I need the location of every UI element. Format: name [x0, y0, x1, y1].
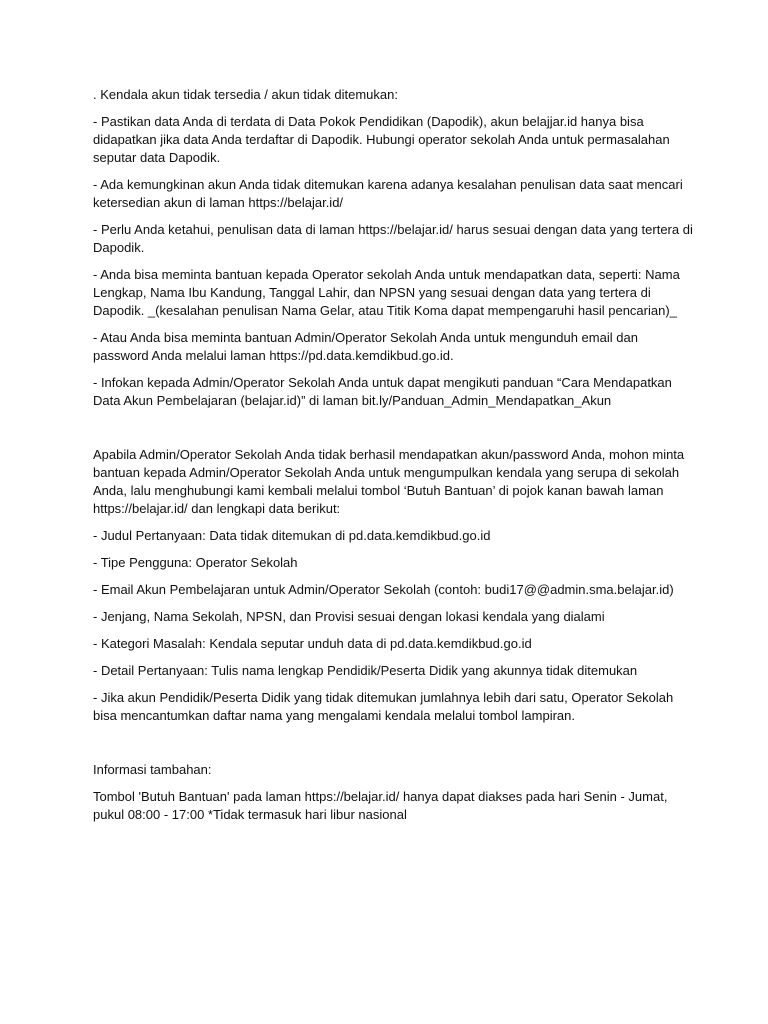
- paragraph-gap: [93, 734, 693, 761]
- list-item: - Kategori Masalah: Kendala seputar unduh data di pd.data.kemdikbud.go.id: [93, 636, 532, 651]
- list-item: - Pastikan data Anda di terdata di Data Pokok Pendidikan (Dapodik), akun belajjar.id hanya bisa didapatkan jika data Anda terdaftar di Dapodik. Hubungi operator sekolah Anda untuk permasalahan seputar data Dapodik.: [93, 114, 670, 165]
- list-item: - Perlu Anda ketahui, penulisan data di laman https://belajar.id/ harus sesuai dengan data yang tertera di Dapodik.: [93, 222, 693, 255]
- paragraph-intro: Apabila Admin/Operator Sekolah Anda tidak berhasil mendapatkan akun/password Anda, mohon minta bantuan kepada Admin/Operator Sekolah Anda untuk mengumpulkan kendala yang serupa di sekolah Anda, lalu menghubungi kami kembali melalui tombol ‘Butuh Bantuan’ di pojok kanan bawah laman https://belajar.id/ dan lengkapi data berikut:: [93, 447, 685, 516]
- list-item: - Jika akun Pendidik/Peserta Didik yang tidak ditemukan jumlahnya lebih dari satu, Operator Sekolah bisa mencantumkan daftar nama yang mengalami kendala melalui tombol lampiran.: [93, 690, 674, 723]
- list-item: - Atau Anda bisa meminta bantuan Admin/Operator Sekolah Anda untuk mengunduh email dan password Anda melalui laman https://pd.data.kemdikbud.go.id.: [93, 330, 638, 363]
- document-page: [93, 86, 693, 833]
- list-item: - Tipe Pengguna: Operator Sekolah: [93, 555, 298, 570]
- section-heading-informasi: Informasi tambahan:: [93, 762, 212, 777]
- section-heading-kendala: . Kendala akun tidak tersedia / akun tidak ditemukan:: [93, 87, 398, 102]
- list-item: - Infokan kepada Admin/Operator Sekolah Anda untuk dapat mengikuti panduan “Cara Mendapatkan Data Akun Pembelajaran (belajar.id)” di laman bit.ly/Panduan_Admin_Mendapatkan_Akun: [93, 375, 672, 408]
- list-item: - Jenjang, Nama Sekolah, NPSN, dan Provisi sesuai dengan lokasi kendala yang dialami: [93, 609, 605, 624]
- paragraph-info: Tombol 'Butuh Bantuan' pada laman https://belajar.id/ hanya dapat diakses pada hari Senin - Jumat, pukul 08:00 - 17:00 *Tidak termasuk hari libur nasional: [93, 789, 668, 822]
- list-item: - Email Akun Pembelajaran untuk Admin/Operator Sekolah (contoh: budi17@@admin.sma.belajar.id): [93, 582, 674, 597]
- list-item: - Anda bisa meminta bantuan kepada Operator sekolah Anda untuk mendapatkan data, seperti: Nama Lengkap, Nama Ibu Kandung, Tanggal Lahir, dan NPSN yang sesuai dengan data yang tertera di Dapodik. _(kesalahan penulisan Nama Gelar, atau Titik Koma dapat mempengaruhi hasil pencarian)_: [93, 267, 680, 318]
- paragraph-gap: [93, 419, 693, 446]
- list-item: - Ada kemungkinan akun Anda tidak ditemukan karena adanya kesalahan penulisan data saat mencari ketersedian akun di laman https://belajar.id/: [93, 177, 683, 210]
- list-item: - Judul Pertanyaan: Data tidak ditemukan di pd.data.kemdikbud.go.id: [93, 528, 491, 543]
- list-item: - Detail Pertanyaan: Tulis nama lengkap Pendidik/Peserta Didik yang akunnya tidak ditemukan: [93, 663, 638, 678]
